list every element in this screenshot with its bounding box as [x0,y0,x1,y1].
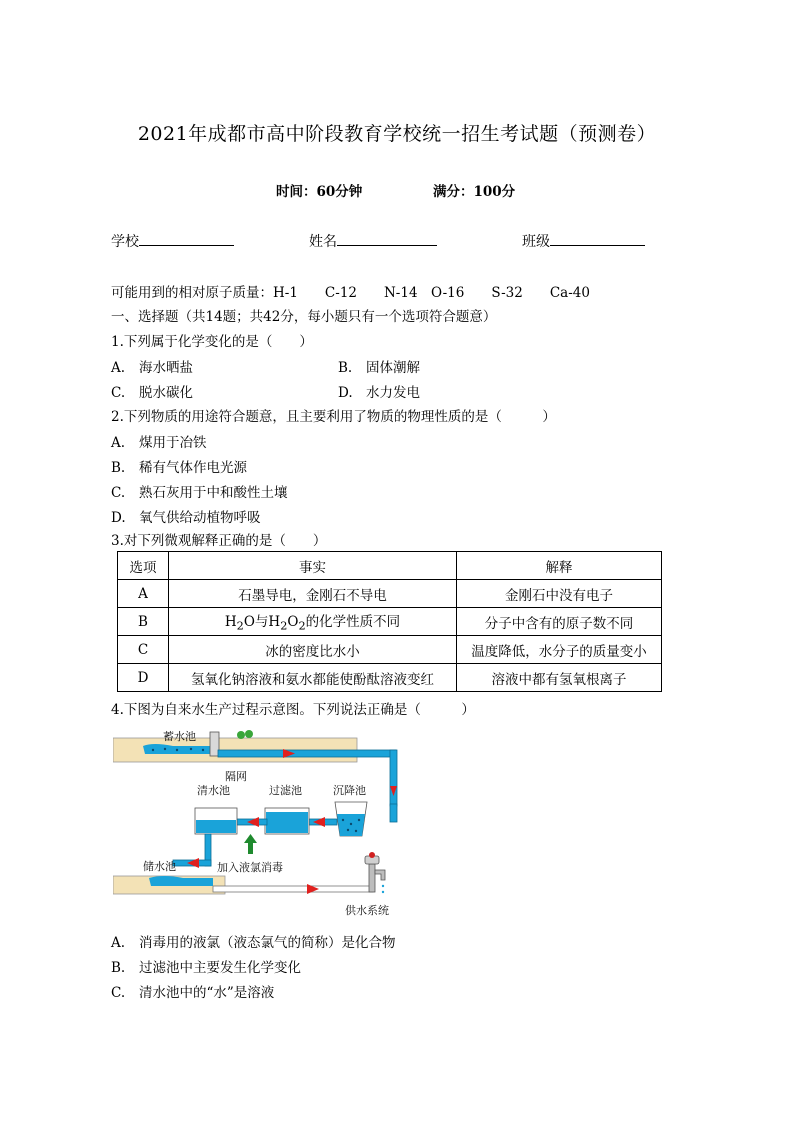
table-header-row [118,552,662,580]
q3-table [117,551,662,692]
label-reservoir: 蓄水池 [163,730,196,743]
q4-option-c[interactable]: C. 清水池中的“水”是溶液 [111,985,275,1001]
row-fact: 石墨导电，金刚石不导电 [169,580,457,608]
water-treatment-diagram [113,724,413,920]
table-row [118,580,662,608]
name-field[interactable] [309,231,437,251]
row-explain: 金刚石中没有电子 [457,580,662,608]
label-chlorine: 加入液氯消毒 [217,861,283,874]
exam-score: 满分：100分 [433,184,516,200]
flow-arrow-right [307,884,319,894]
pipe-to-settling [390,804,397,822]
row-explain: 温度降低，水分子的质量变小 [457,636,662,664]
label-supply: 供水系统 [345,904,389,917]
q2-option-d[interactable]: D. 氧气供给动植物呼吸 [111,510,261,526]
school-field[interactable] [111,231,234,251]
water-bubble [176,749,178,751]
row-explain: 分子中含有的原子数不同 [457,608,662,636]
q1-option-c[interactable]: C. 脱水碳化 [111,385,193,401]
name-blank[interactable] [337,231,437,246]
table-row [118,608,662,636]
row-option: A [118,580,169,608]
chlorine-arrow-stem [248,842,253,854]
label-mesh: 隔网 [225,770,247,783]
header-option: 选项 [118,552,169,580]
chlorine-arrow-up [244,834,257,843]
tap-knob [369,852,375,858]
q1-option-b[interactable]: B. 固体潮解 [338,360,420,376]
water-bubble [202,749,204,751]
flow-arrow-left [187,858,199,868]
plant-icon [245,730,253,738]
table-row [118,664,662,692]
water-drop [382,885,384,887]
exam-time: 时间：60分钟 [276,184,363,200]
tap-pipe [369,864,375,892]
q4-option-b[interactable]: B. 过滤池中主要发生化学变化 [111,960,301,976]
section-heading: 一、选择题（共14题；共42分，每小题只有一个选项符合题意） [111,309,497,325]
water-bubble [152,749,154,751]
q1-option-a[interactable]: A. 海水晒盐 [111,360,193,376]
header-fact: 事实 [169,552,457,580]
label-storage-pool: 储水池 [143,860,176,873]
row-fact: 氢氧化钠溶液和氨水都能使酚酞溶液变红 [169,664,457,692]
sediment-dot [355,830,357,832]
table-row [118,636,662,664]
row-explain: 溶液中都有氢氧根离子 [457,664,662,692]
water-bubble [190,748,192,750]
q4-option-a[interactable]: A. 消毒用的液氯（液态氯气的简称）是化合物 [111,935,396,951]
sediment-dot [342,819,344,821]
label-clear-pool: 清水池 [197,784,230,797]
class-blank[interactable] [550,231,645,246]
q2-option-a[interactable]: A. 煤用于冶铁 [111,435,207,451]
water-drop [382,891,384,893]
q3-stem: 3.对下列微观解释正确的是（ ） [111,533,327,549]
sediment-dot [358,819,360,821]
sediment-dot [347,829,349,831]
school-blank[interactable] [139,231,234,246]
atomic-masses: 可能用到的相对原子质量：H-1 C-12 N-14 O-16 S-32 Ca-40 [111,285,590,301]
water-bubble [164,748,166,750]
q2-stem: 2.下列物质的用途符合题意，且主要利用了物质的物理性质的是（ ） [111,409,556,425]
flow-arrow-left [247,817,259,827]
school-label: 学校 [111,234,139,250]
row-fact: 冰的密度比水小 [169,636,457,664]
name-label: 姓名 [309,234,337,250]
q2-option-b[interactable]: B. 稀有气体作电光源 [111,460,247,476]
header-explain: 解释 [457,552,662,580]
row-option: C [118,636,169,664]
q1-option-d[interactable]: D. 水力发电 [338,385,420,401]
label-settle-pool: 沉降池 [333,784,366,797]
q4-stem: 4.下图为自来水生产过程示意图。下列说法正确是（ ） [111,702,475,718]
supply-pipe [213,886,373,892]
sediment-dot [350,823,352,825]
plant-icon [237,731,245,739]
clear-pool-water [196,820,236,833]
flow-arrow-left [313,817,325,827]
intake-pipe [218,750,396,757]
page-title: 2021年成都市高中阶段教育学校统一招生考试题（预测卷） [137,123,657,145]
down-pipe [390,750,397,806]
label-filter-pool: 过滤池 [269,784,302,797]
tap-spout [375,870,385,880]
class-field[interactable] [522,231,645,251]
class-label: 班级 [522,234,550,250]
q1-stem: 1.下列属于化学变化的是（ ） [111,334,313,350]
filter-pool-water [266,812,308,833]
row-option: D [118,664,169,692]
row-option: B [118,608,169,636]
q2-option-c[interactable]: C. 熟石灰用于中和酸性土壤 [111,485,288,501]
row-fact: $H_2O$与$H_2O_2$的化学性质不同 [169,608,457,636]
